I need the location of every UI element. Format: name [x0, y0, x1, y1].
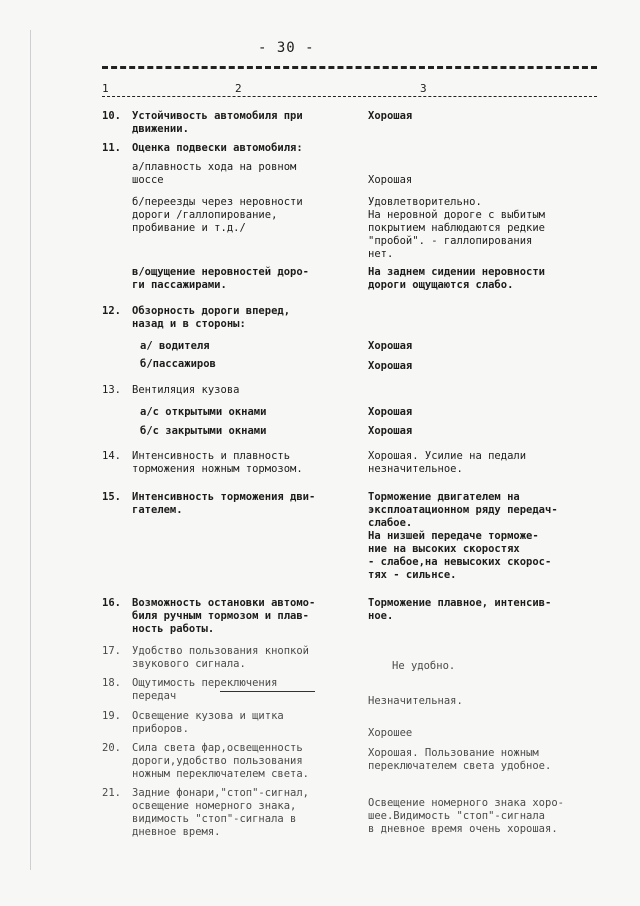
item-criterion-line: передач	[132, 690, 177, 702]
item-assessment-line: Хорошая	[368, 110, 413, 122]
page-number: - 30 -	[258, 40, 315, 56]
item-assessment-line: Освещение номерного знака хоро-	[368, 797, 564, 809]
item-criterion-line: шоссе	[132, 174, 164, 186]
item-assessment-line: Не удобно.	[392, 660, 456, 672]
item-assessment-line: Хорошая	[368, 174, 413, 186]
item-criterion-line: Задние фонари,"стоп"-сигнал,	[132, 787, 310, 799]
item-criterion-line: Сила света фар,освещенность	[132, 742, 303, 754]
item-criterion-line: Оценка подвески автомобиля:	[132, 142, 303, 154]
item-criterion-line: Освещение кузова и щитка	[132, 710, 284, 722]
item-assessment-line: покрытием наблюдаются редкие	[368, 222, 546, 234]
column-numbers	[102, 82, 597, 96]
item-criterion-line: б/переезды через неровности	[132, 196, 303, 208]
item-assessment-line: Торможение двигателем на	[368, 491, 520, 503]
item-criterion-line: освещение номерного знака,	[132, 800, 297, 812]
item-number: 18.	[102, 677, 121, 689]
item-criterion-line: ножным переключателем света.	[132, 768, 310, 780]
item-assessment-line: Хорошая. Усилие на педали	[368, 450, 527, 462]
item-criterion-line: дороги /галлопирование,	[132, 209, 278, 221]
item-assessment-line: На низшей передаче торможе-	[368, 530, 539, 542]
item-number: 17.	[102, 645, 121, 657]
item-criterion-line: Вентиляция кузова	[132, 384, 240, 396]
item-assessment-line: переключателем света удобное.	[368, 760, 552, 772]
column-rule	[102, 96, 597, 97]
item-criterion-line: торможения ножным тормозом.	[132, 463, 303, 475]
item-criterion-line: ность работы.	[132, 623, 215, 635]
item-assessment-line: Хорошая	[368, 425, 413, 437]
item-assessment-line: незначительное.	[368, 463, 463, 475]
item-number: 19.	[102, 710, 121, 722]
handwritten-underline	[220, 691, 315, 692]
item-assessment-line: ние на высоких скоростях	[368, 543, 520, 555]
item-criterion-line: а/с открытыми окнами	[140, 406, 267, 418]
item-criterion-line: приборов.	[132, 723, 189, 735]
item-assessment-line: На заднем сидении неровности	[368, 266, 546, 278]
binding-edge	[30, 30, 31, 870]
item-assessment-line: Хорошее	[368, 727, 413, 739]
item-number: 20.	[102, 742, 121, 754]
item-assessment-line: На неровной дороге с выбитым	[368, 209, 546, 221]
item-assessment-line: эксплоатационном ряду передач-	[368, 504, 558, 516]
item-criterion-line: Интенсивность и плавность	[132, 450, 291, 462]
item-assessment-line: шее.Видимость "стоп"-сигнала	[368, 810, 546, 822]
item-number: 15.	[102, 491, 121, 503]
item-number: 16.	[102, 597, 121, 609]
item-criterion-line: биля ручным тормозом и плав-	[132, 610, 310, 622]
item-criterion-line: дороги,удобство пользования	[132, 755, 303, 767]
item-criterion-line: Возможность остановки автомо-	[132, 597, 316, 609]
item-assessment-line: слабое.	[368, 517, 413, 529]
item-criterion-line: Обзорность дороги вперед,	[132, 305, 291, 317]
item-assessment-line: в дневное время очень хорошая.	[368, 823, 558, 835]
item-assessment-line: дороги ощущаются слабо.	[368, 279, 514, 291]
item-criterion-line: Ощутимость переключения	[132, 677, 278, 689]
column-number-1: 1	[102, 82, 109, 95]
header-rule	[102, 66, 597, 69]
item-criterion-line: Устойчивость автомобиля при	[132, 110, 303, 122]
item-assessment-line: нет.	[368, 248, 394, 260]
item-criterion-line: дневное время.	[132, 826, 221, 838]
item-assessment-line: Торможение плавное, интенсив-	[368, 597, 552, 609]
item-number: 21.	[102, 787, 121, 799]
item-criterion-line: а/плавность хода на ровном	[132, 161, 297, 173]
item-criterion-line: звукового сигнала.	[132, 658, 246, 670]
item-criterion-line: Удобство пользования кнопкой	[132, 645, 310, 657]
item-criterion-line: пробивание и т.д./	[132, 222, 246, 234]
item-criterion-line: движении.	[132, 123, 189, 135]
item-assessment-line: тях - сильнсе.	[368, 569, 457, 581]
item-criterion-line: видимость "стоп"-сигнала в	[132, 813, 297, 825]
column-number-2: 2	[235, 82, 242, 95]
item-criterion-line: назад и в стороны:	[132, 318, 246, 330]
column-number-3: 3	[420, 82, 427, 95]
item-assessment-line: Хорошая	[368, 406, 413, 418]
item-assessment-line: ное.	[368, 610, 394, 622]
item-number: 12.	[102, 305, 121, 317]
item-criterion-line: б/с закрытыми окнами	[140, 425, 267, 437]
item-criterion-line: ги пассажирами.	[132, 279, 227, 291]
item-criterion-line: в/ощущение неровностей доро-	[132, 266, 310, 278]
item-assessment-line: Хорошая	[368, 360, 413, 372]
item-criterion-line: Интенсивность торможения дви-	[132, 491, 316, 503]
item-criterion-line: а/ водителя	[140, 340, 210, 352]
item-number: 14.	[102, 450, 121, 462]
item-assessment-line: - слабое,на невысоких скорос-	[368, 556, 552, 568]
item-criterion-line: гателем.	[132, 504, 183, 516]
item-assessment-line: Удовлетворительно.	[368, 196, 482, 208]
item-number: 10.	[102, 110, 121, 122]
item-number: 11.	[102, 142, 121, 154]
item-assessment-line: "пробой". - галлопирования	[368, 235, 533, 247]
item-assessment-line: Незначительная.	[368, 695, 463, 707]
item-criterion-line: б/пассажиров	[140, 358, 216, 370]
item-assessment-line: Хорошая	[368, 340, 413, 352]
item-assessment-line: Хорошая. Пользование ножным	[368, 747, 539, 759]
item-number: 13.	[102, 384, 121, 396]
